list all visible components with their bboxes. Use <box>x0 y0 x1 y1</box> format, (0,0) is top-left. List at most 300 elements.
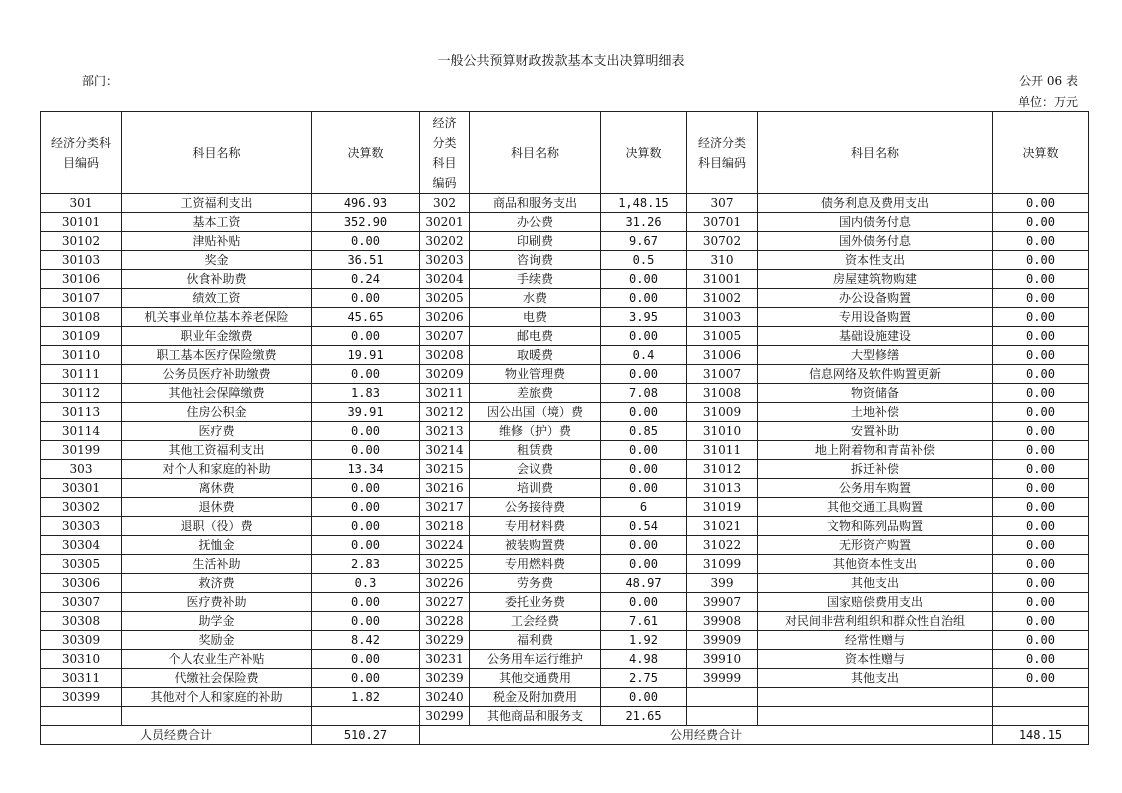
cell-c-name: 信息网络及软件购置更新 <box>758 365 993 384</box>
cell-c-code: 39907 <box>687 593 758 612</box>
cell-b-code: 30226 <box>420 574 470 593</box>
cell-a-name: 对个人和家庭的补助 <box>122 460 312 479</box>
cell-c-amount: 0.00 <box>993 232 1089 251</box>
cell-c-amount: 0.00 <box>993 365 1089 384</box>
cell-c-code: 31009 <box>687 403 758 422</box>
cell-c-amount: 0.00 <box>993 441 1089 460</box>
cell-a-name: 救济费 <box>122 574 312 593</box>
cell-a-name: 其他社会保障缴费 <box>122 384 312 403</box>
cell-b-amount: 0.00 <box>601 289 687 308</box>
cell-c-code: 399 <box>687 574 758 593</box>
cell-b-name: 电费 <box>470 308 601 327</box>
cell-b-name: 取暖费 <box>470 346 601 365</box>
cell-c-name: 其他交通工具购置 <box>758 498 993 517</box>
cell-b-code: 30224 <box>420 536 470 555</box>
cell-c-code: 310 <box>687 251 758 270</box>
table-row <box>41 479 1089 498</box>
cell-c-code: 31006 <box>687 346 758 365</box>
cell-a-amount: 0.00 <box>312 669 420 688</box>
cell-c-amount: 0.00 <box>993 555 1089 574</box>
table-row <box>41 574 1089 593</box>
cell-c-name: 资本性赠与 <box>758 650 993 669</box>
cell-c-code: 31001 <box>687 270 758 289</box>
cell-c-name: 债务利息及费用支出 <box>758 194 993 213</box>
cell-c-amount: 0.00 <box>993 631 1089 650</box>
cell-b-name: 办公费 <box>470 213 601 232</box>
cell-a-code: 30302 <box>41 498 122 517</box>
cell-a-name: 医疗费补助 <box>122 593 312 612</box>
table-row <box>41 669 1089 688</box>
table-row <box>41 631 1089 650</box>
cell-b-code: 30208 <box>420 346 470 365</box>
cell-b-name: 租赁费 <box>470 441 601 460</box>
cell-b-amount: 0.00 <box>601 270 687 289</box>
cell-b-code: 30211 <box>420 384 470 403</box>
cell-b-amount: 0.00 <box>601 441 687 460</box>
cell-a-amount: 39.91 <box>312 403 420 422</box>
cell-a-code <box>41 707 122 726</box>
cell-a-amount: 0.00 <box>312 327 420 346</box>
cell-b-code: 30209 <box>420 365 470 384</box>
cell-a-code: 30112 <box>41 384 122 403</box>
cell-b-code: 30214 <box>420 441 470 460</box>
table-row <box>41 251 1089 270</box>
cell-c-name: 物资储备 <box>758 384 993 403</box>
cell-b-code: 30215 <box>420 460 470 479</box>
cell-b-amount: 0.85 <box>601 422 687 441</box>
cell-a-code: 30114 <box>41 422 122 441</box>
cell-c-code: 31099 <box>687 555 758 574</box>
cell-a-name: 助学金 <box>122 612 312 631</box>
cell-c-amount: 0.00 <box>993 384 1089 403</box>
cell-a-amount: 0.00 <box>312 593 420 612</box>
cell-b-name: 维修（护）费 <box>470 422 601 441</box>
table-row <box>41 707 1089 726</box>
cell-a-name: 绩效工资 <box>122 289 312 308</box>
cell-c-amount: 0.00 <box>993 194 1089 213</box>
cell-b-name: 培训费 <box>470 479 601 498</box>
cell-a-name: 奖励金 <box>122 631 312 650</box>
cell-b-code: 30216 <box>420 479 470 498</box>
cell-b-name: 物业管理费 <box>470 365 601 384</box>
cell-c-amount <box>993 688 1089 707</box>
cell-c-amount: 0.00 <box>993 479 1089 498</box>
cell-a-name: 住房公积金 <box>122 403 312 422</box>
cell-b-code: 30201 <box>420 213 470 232</box>
cell-a-name: 离休费 <box>122 479 312 498</box>
table-row <box>41 593 1089 612</box>
cell-c-code: 31008 <box>687 384 758 403</box>
cell-c-amount: 0.00 <box>993 270 1089 289</box>
cell-a-code: 30304 <box>41 536 122 555</box>
header-c-name: 科目名称 <box>758 112 993 194</box>
cell-b-name: 咨询费 <box>470 251 601 270</box>
cell-c-name: 无形资产购置 <box>758 536 993 555</box>
cell-c-name: 安置补助 <box>758 422 993 441</box>
cell-a-name <box>122 707 312 726</box>
cell-b-code: 30218 <box>420 517 470 536</box>
cell-a-code: 30111 <box>41 365 122 384</box>
cell-a-amount: 8.42 <box>312 631 420 650</box>
cell-c-name: 其他资本性支出 <box>758 555 993 574</box>
cell-c-amount: 0.00 <box>993 251 1089 270</box>
cell-a-amount: 36.51 <box>312 251 420 270</box>
cell-b-code: 30239 <box>420 669 470 688</box>
cell-a-name: 伙食补助费 <box>122 270 312 289</box>
table-row <box>41 232 1089 251</box>
cell-b-amount: 9.67 <box>601 232 687 251</box>
table-row <box>41 460 1089 479</box>
cell-b-name: 因公出国（境）费 <box>470 403 601 422</box>
table-row <box>41 498 1089 517</box>
cell-b-name: 税金及附加费用 <box>470 688 601 707</box>
cell-b-amount: 0.00 <box>601 536 687 555</box>
cell-b-name: 手续费 <box>470 270 601 289</box>
table-row <box>41 536 1089 555</box>
cell-b-name: 差旅费 <box>470 384 601 403</box>
cell-b-amount: 2.75 <box>601 669 687 688</box>
cell-a-name: 其他对个人和家庭的补助 <box>122 688 312 707</box>
cell-b-code: 30206 <box>420 308 470 327</box>
cell-a-code: 30306 <box>41 574 122 593</box>
cell-b-amount: 21.65 <box>601 707 687 726</box>
cell-a-amount: 13.34 <box>312 460 420 479</box>
cell-c-amount: 0.00 <box>993 612 1089 631</box>
cell-c-name: 土地补偿 <box>758 403 993 422</box>
table-row <box>41 403 1089 422</box>
cell-a-amount <box>312 707 420 726</box>
cell-b-amount: 7.61 <box>601 612 687 631</box>
table-row <box>41 517 1089 536</box>
cell-b-name: 劳务费 <box>470 574 601 593</box>
cell-b-code: 30213 <box>420 422 470 441</box>
cell-c-name <box>758 707 993 726</box>
cell-c-name: 办公设备购置 <box>758 289 993 308</box>
cell-a-name: 代缴社会保险费 <box>122 669 312 688</box>
cell-a-name: 基本工资 <box>122 213 312 232</box>
table-row <box>41 365 1089 384</box>
cell-b-amount: 0.00 <box>601 365 687 384</box>
cell-b-code: 30205 <box>420 289 470 308</box>
cell-a-name: 生活补助 <box>122 555 312 574</box>
cell-b-name: 被装购置费 <box>470 536 601 555</box>
cell-c-name: 专用设备购置 <box>758 308 993 327</box>
cell-c-amount: 0.00 <box>993 289 1089 308</box>
cell-c-code: 31013 <box>687 479 758 498</box>
cell-b-code: 30231 <box>420 650 470 669</box>
cell-a-code: 30399 <box>41 688 122 707</box>
cell-a-name: 奖金 <box>122 251 312 270</box>
cell-b-amount: 0.00 <box>601 479 687 498</box>
cell-a-name: 公务员医疗补助缴费 <box>122 365 312 384</box>
cell-c-code <box>687 707 758 726</box>
header-a-amount: 决算数 <box>312 112 420 194</box>
cell-c-code: 39908 <box>687 612 758 631</box>
header-c-amount: 决算数 <box>993 112 1089 194</box>
table-row <box>41 308 1089 327</box>
cell-c-name: 其他支出 <box>758 574 993 593</box>
table-row <box>41 384 1089 403</box>
cell-b-amount: 6 <box>601 498 687 517</box>
cell-b-code: 30212 <box>420 403 470 422</box>
cell-a-code: 30103 <box>41 251 122 270</box>
cell-c-amount: 0.00 <box>993 327 1089 346</box>
header-c-code: 经济分类科目编码 <box>687 112 758 194</box>
cell-c-code: 31010 <box>687 422 758 441</box>
cell-b-name: 委托业务费 <box>470 593 601 612</box>
cell-c-name: 资本性支出 <box>758 251 993 270</box>
cell-a-amount: 2.83 <box>312 555 420 574</box>
cell-b-amount: 4.98 <box>601 650 687 669</box>
cell-c-name: 经常性赠与 <box>758 631 993 650</box>
cell-b-name: 工会经费 <box>470 612 601 631</box>
cell-a-code: 30308 <box>41 612 122 631</box>
cell-b-amount: 0.4 <box>601 346 687 365</box>
cell-c-amount: 0.00 <box>993 403 1089 422</box>
cell-a-code: 301 <box>41 194 122 213</box>
header-a-code: 经济分类科目编码 <box>41 112 122 194</box>
cell-a-name: 工资福利支出 <box>122 194 312 213</box>
cell-c-amount: 0.00 <box>993 498 1089 517</box>
cell-b-code: 30299 <box>420 707 470 726</box>
cell-c-code: 31021 <box>687 517 758 536</box>
public-total-label: 公用经费合计 <box>420 726 993 745</box>
table-row <box>41 289 1089 308</box>
cell-c-code: 31007 <box>687 365 758 384</box>
cell-c-amount: 0.00 <box>993 669 1089 688</box>
cell-a-code: 30199 <box>41 441 122 460</box>
cell-b-code: 30229 <box>420 631 470 650</box>
table-row <box>41 650 1089 669</box>
cell-c-code: 31019 <box>687 498 758 517</box>
cell-a-code: 30101 <box>41 213 122 232</box>
cell-b-name: 水费 <box>470 289 601 308</box>
cell-b-amount: 0.00 <box>601 327 687 346</box>
cell-a-amount: 0.3 <box>312 574 420 593</box>
cell-b-name: 福利费 <box>470 631 601 650</box>
cell-b-amount: 7.08 <box>601 384 687 403</box>
cell-a-amount: 496.93 <box>312 194 420 213</box>
header-b-code: 经济分类科目编码 <box>420 112 470 194</box>
cell-a-amount: 0.00 <box>312 536 420 555</box>
cell-c-name <box>758 688 993 707</box>
cell-a-amount: 0.00 <box>312 441 420 460</box>
cell-c-amount: 0.00 <box>993 517 1089 536</box>
personnel-total-label: 人员经费合计 <box>41 726 312 745</box>
expenditure-table <box>40 111 1089 745</box>
cell-c-amount: 0.00 <box>993 422 1089 441</box>
cell-a-code: 30110 <box>41 346 122 365</box>
cell-a-code: 30108 <box>41 308 122 327</box>
cell-b-amount: 0.00 <box>601 593 687 612</box>
cell-b-name: 印刷费 <box>470 232 601 251</box>
cell-b-amount: 0.00 <box>601 688 687 707</box>
cell-a-amount: 0.00 <box>312 612 420 631</box>
cell-a-amount: 0.00 <box>312 232 420 251</box>
cell-a-code: 303 <box>41 460 122 479</box>
cell-a-name: 抚恤金 <box>122 536 312 555</box>
cell-b-code: 30227 <box>420 593 470 612</box>
table-row <box>41 422 1089 441</box>
cell-a-code: 30301 <box>41 479 122 498</box>
cell-c-code: 39909 <box>687 631 758 650</box>
table-row <box>41 441 1089 460</box>
cell-a-amount: 0.24 <box>312 270 420 289</box>
cell-b-name: 邮电费 <box>470 327 601 346</box>
cell-c-code: 30701 <box>687 213 758 232</box>
cell-c-name: 地上附着物和青苗补偿 <box>758 441 993 460</box>
cell-c-name: 公务用车购置 <box>758 479 993 498</box>
cell-c-amount: 0.00 <box>993 460 1089 479</box>
cell-c-amount: 0.00 <box>993 593 1089 612</box>
cell-b-amount: 1.92 <box>601 631 687 650</box>
cell-a-amount: 0.00 <box>312 289 420 308</box>
cell-b-amount: 0.5 <box>601 251 687 270</box>
cell-c-amount: 0.00 <box>993 213 1089 232</box>
cell-c-code: 31002 <box>687 289 758 308</box>
table-row <box>41 555 1089 574</box>
cell-c-code <box>687 688 758 707</box>
cell-a-code: 30309 <box>41 631 122 650</box>
cell-a-amount: 1.83 <box>312 384 420 403</box>
cell-c-name: 国外债务付息 <box>758 232 993 251</box>
department-label: 部门： <box>82 74 119 88</box>
cell-b-name: 其他商品和服务支 <box>470 707 601 726</box>
cell-a-amount: 19.91 <box>312 346 420 365</box>
cell-a-name: 职工基本医疗保险缴费 <box>122 346 312 365</box>
cell-a-code: 30305 <box>41 555 122 574</box>
cell-c-name: 文物和陈列品购置 <box>758 517 993 536</box>
table-row <box>41 213 1089 232</box>
unit-label: 单位：万元 <box>1017 95 1078 109</box>
table-header-row <box>41 112 1089 194</box>
cell-a-name: 退职（役）费 <box>122 517 312 536</box>
cell-a-amount: 0.00 <box>312 365 420 384</box>
cell-a-name: 津贴补贴 <box>122 232 312 251</box>
cell-a-amount: 0.00 <box>312 422 420 441</box>
table-row <box>41 612 1089 631</box>
table-row <box>41 346 1089 365</box>
cell-b-amount: 3.95 <box>601 308 687 327</box>
cell-a-amount: 0.00 <box>312 498 420 517</box>
cell-c-amount: 0.00 <box>993 536 1089 555</box>
cell-c-code: 307 <box>687 194 758 213</box>
cell-c-code: 39999 <box>687 669 758 688</box>
cell-b-amount: 48.97 <box>601 574 687 593</box>
cell-b-name: 商品和服务支出 <box>470 194 601 213</box>
cell-a-code: 30303 <box>41 517 122 536</box>
cell-c-name: 大型修缮 <box>758 346 993 365</box>
cell-a-code: 30310 <box>41 650 122 669</box>
page-title: 一般公共预算财政拨款基本支出决算明细表 <box>437 54 685 69</box>
cell-b-code: 30228 <box>420 612 470 631</box>
header-a-name: 科目名称 <box>122 112 312 194</box>
cell-c-amount: 0.00 <box>993 308 1089 327</box>
cell-b-code: 30240 <box>420 688 470 707</box>
cell-a-code: 30307 <box>41 593 122 612</box>
cell-c-name: 其他支出 <box>758 669 993 688</box>
table-row <box>41 688 1089 707</box>
cell-a-name: 机关事业单位基本养老保险 <box>122 308 312 327</box>
cell-c-name: 国家赔偿费用支出 <box>758 593 993 612</box>
public-total-amount: 148.15 <box>993 726 1089 745</box>
header-b-amount: 决算数 <box>601 112 687 194</box>
cell-c-name: 拆迁补偿 <box>758 460 993 479</box>
cell-a-code: 30311 <box>41 669 122 688</box>
cell-a-amount: 0.00 <box>312 479 420 498</box>
cell-b-amount: 0.00 <box>601 460 687 479</box>
cell-a-code: 30106 <box>41 270 122 289</box>
cell-b-name: 专用燃料费 <box>470 555 601 574</box>
cell-b-code: 302 <box>420 194 470 213</box>
table-number: 公开 06 表 <box>1019 74 1078 88</box>
cell-b-amount: 0.00 <box>601 403 687 422</box>
cell-a-amount: 1.82 <box>312 688 420 707</box>
cell-c-amount: 0.00 <box>993 346 1089 365</box>
cell-c-code: 30702 <box>687 232 758 251</box>
cell-c-name: 对民间非营利组织和群众性自治组 <box>758 612 993 631</box>
cell-a-amount: 0.00 <box>312 517 420 536</box>
cell-a-name: 医疗费 <box>122 422 312 441</box>
cell-b-code: 30217 <box>420 498 470 517</box>
table-row <box>41 194 1089 213</box>
table-row <box>41 270 1089 289</box>
personnel-total-amount: 510.27 <box>312 726 420 745</box>
table-row <box>41 327 1089 346</box>
cell-c-name: 国内债务付息 <box>758 213 993 232</box>
cell-c-amount: 0.00 <box>993 650 1089 669</box>
cell-a-amount: 352.90 <box>312 213 420 232</box>
cell-b-name: 其他交通费用 <box>470 669 601 688</box>
cell-a-amount: 0.00 <box>312 650 420 669</box>
cell-b-amount: 0.54 <box>601 517 687 536</box>
cell-b-amount: 1,48.15 <box>601 194 687 213</box>
totals-row <box>41 726 1089 745</box>
cell-c-name: 房屋建筑物购建 <box>758 270 993 289</box>
cell-c-code: 39910 <box>687 650 758 669</box>
cell-b-code: 30207 <box>420 327 470 346</box>
cell-c-code: 31011 <box>687 441 758 460</box>
cell-a-name: 个人农业生产补贴 <box>122 650 312 669</box>
cell-c-amount: 0.00 <box>993 574 1089 593</box>
cell-a-name: 退休费 <box>122 498 312 517</box>
cell-c-name: 基础设施建设 <box>758 327 993 346</box>
cell-a-amount: 45.65 <box>312 308 420 327</box>
cell-b-name: 公务用车运行维护 <box>470 650 601 669</box>
cell-c-code: 31022 <box>687 536 758 555</box>
cell-b-name: 公务接待费 <box>470 498 601 517</box>
cell-b-code: 30204 <box>420 270 470 289</box>
cell-a-name: 职业年金缴费 <box>122 327 312 346</box>
cell-a-code: 30109 <box>41 327 122 346</box>
cell-c-code: 31012 <box>687 460 758 479</box>
cell-b-amount: 0.00 <box>601 555 687 574</box>
cell-a-code: 30113 <box>41 403 122 422</box>
cell-c-code: 31005 <box>687 327 758 346</box>
cell-b-code: 30225 <box>420 555 470 574</box>
cell-c-amount <box>993 707 1089 726</box>
cell-b-name: 会议费 <box>470 460 601 479</box>
cell-a-name: 其他工资福利支出 <box>122 441 312 460</box>
cell-b-code: 30202 <box>420 232 470 251</box>
cell-c-code: 31003 <box>687 308 758 327</box>
cell-b-name: 专用材料费 <box>470 517 601 536</box>
header-b-name: 科目名称 <box>470 112 601 194</box>
cell-a-code: 30107 <box>41 289 122 308</box>
cell-a-code: 30102 <box>41 232 122 251</box>
cell-b-code: 30203 <box>420 251 470 270</box>
cell-b-amount: 31.26 <box>601 213 687 232</box>
